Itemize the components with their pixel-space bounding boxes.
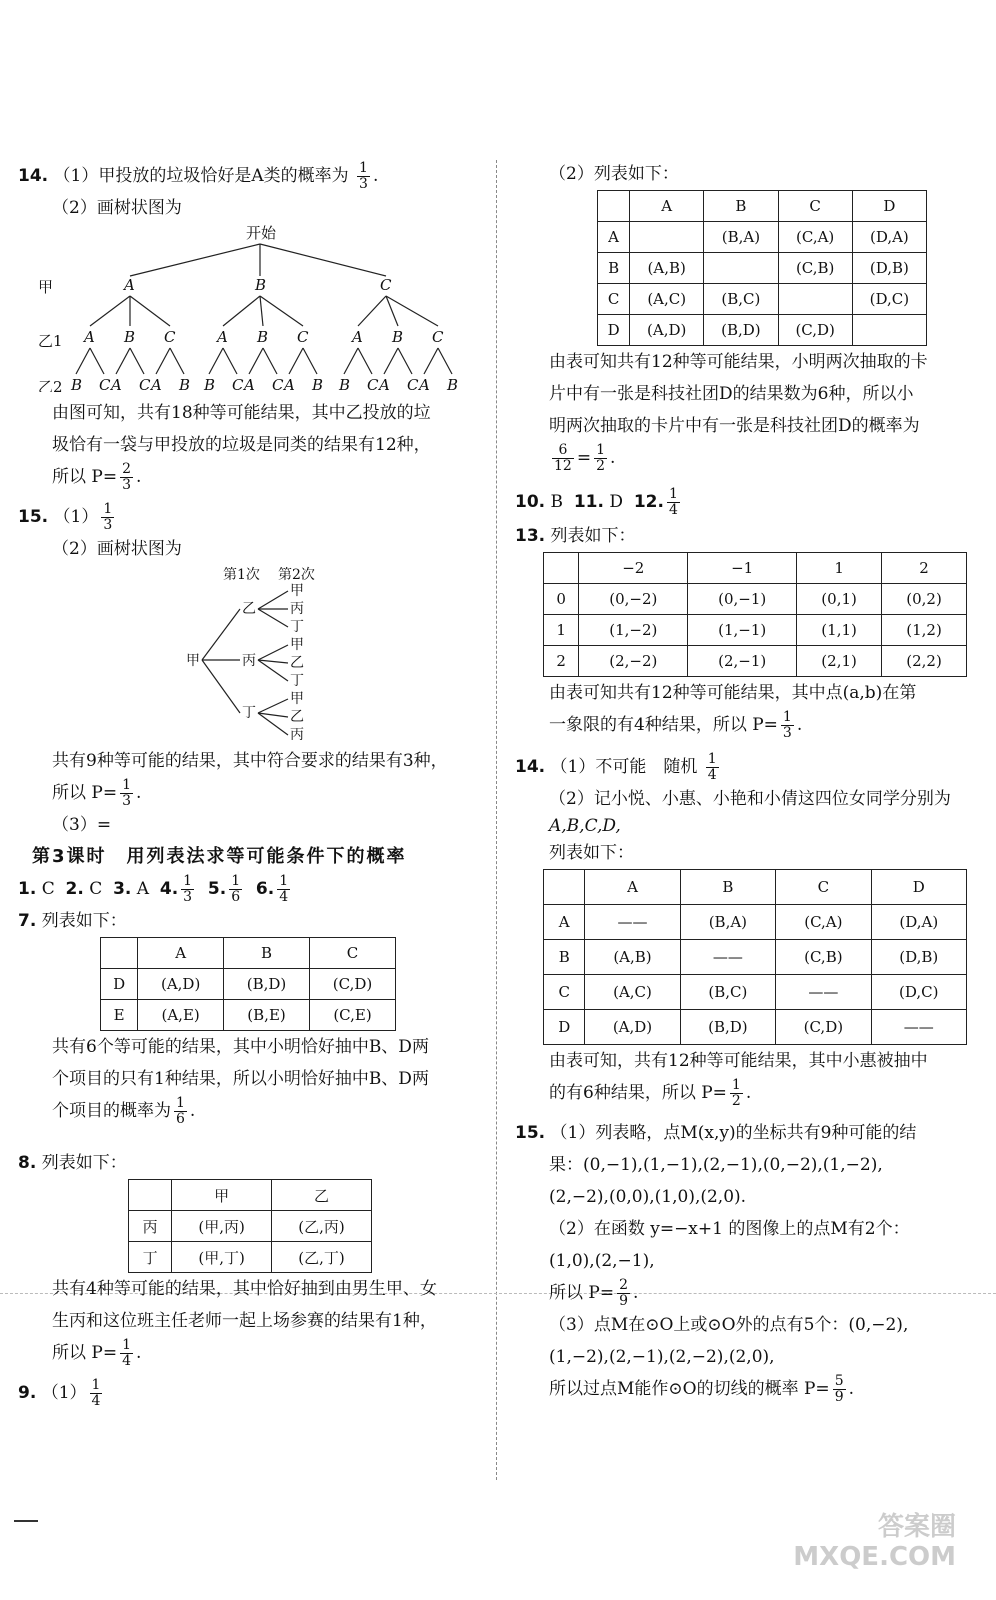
tree-leaf: 丙 — [290, 727, 304, 740]
q9-part2: （2）列表如下： — [549, 164, 679, 184]
tree-branch: 丙 — [242, 653, 256, 669]
fraction: $\frac{5}{9}$ — [834, 1373, 844, 1405]
tree-leaf: B — [312, 376, 324, 392]
q15-line5: (1,0),(2,−1), — [549, 1251, 655, 1271]
right-column — [515, 160, 985, 1405]
tree-header: 第2次 — [278, 567, 315, 583]
row-label: 甲 — [38, 278, 54, 296]
fraction: $\frac{1}{6}$ — [231, 873, 241, 905]
q14-conclusion-2-right: 的有6种结果，所以 P= $\frac{1}{2}$ . — [549, 1077, 752, 1109]
fraction: $\frac{1}{4}$ — [707, 751, 717, 783]
tree-node: B — [257, 328, 269, 346]
fraction: $\frac{1}{2}$ — [596, 442, 605, 474]
q7-conclusion-1: 共有6个等可能的结果，其中小明恰好抽中B、D两 — [52, 1037, 429, 1057]
fraction: $\frac{1}{6}$ — [176, 1095, 185, 1127]
q15-line6: 所以 P= $\frac{2}{9}$ . — [549, 1277, 639, 1309]
tree-leaf: C — [232, 376, 244, 392]
fraction: $\frac{1}{3}$ — [183, 873, 193, 905]
tree-leaf: C — [99, 376, 111, 392]
fraction: $\frac{1}{3}$ — [122, 777, 132, 809]
tree-leaf: A — [151, 376, 162, 392]
column-divider — [496, 160, 497, 1480]
tree-leaf: A — [379, 376, 390, 392]
q15-line7: （3）点M在⊙O上或⊙O外的点有5个：(0,−2), — [549, 1315, 909, 1335]
row-label: 乙2 — [38, 378, 63, 392]
tree-leaf: C — [272, 376, 284, 392]
tree-header: 第1次 — [223, 567, 260, 583]
row-label: 乙1 — [38, 332, 63, 350]
q8-conclusion-3: 所以 P= $\frac{1}{4}$ . — [52, 1337, 142, 1369]
tree-leaf: A — [244, 376, 255, 392]
q9-conclusion-2: 片中有一张是科技社团D的结果数为6种，所以小 — [549, 384, 914, 404]
q14-part1: 14. （1）甲投放的垃圾恰好是A类的概率为 $\frac{1}{3}$ . — [18, 160, 379, 192]
tree-node: A — [84, 328, 95, 346]
q14-table: A B C D A —— (B,A) (C,A) (D,A) B (A,B) —— (C,B) (D,B) C (A,C) (B,C) —— (D,C) D (A,D) (B,D) (C,D) —— — [543, 869, 967, 1045]
tree-node: B — [392, 328, 404, 346]
section-title: 第3课时 用列表法求等可能条件下的概率 — [32, 846, 407, 867]
tree-node: C — [164, 328, 176, 346]
fraction: $\frac{1}{2}$ — [731, 1077, 741, 1109]
fraction: $\frac{2}{9}$ — [619, 1277, 629, 1309]
q14-conclusion-2: 圾恰有一袋与甲投放的垃圾是同类的结果有12种， — [52, 435, 431, 455]
tree-diagram-15 — [18, 565, 480, 740]
footer-mark — [14, 1520, 38, 1522]
tree-leaf: 丁 — [290, 619, 304, 635]
tree-node: A — [352, 328, 363, 346]
fraction: $\frac{6}{12}$ — [554, 442, 572, 474]
q14-table-title: 列表如下： — [549, 843, 634, 863]
fraction: $\frac{1}{3}$ — [103, 501, 113, 533]
q9-table: A B C D A (B,A) (C,A) (D,A) B (A,B) (C,B) (D,B) C (A,C) (B,C) (D,C) D (A,D) (B,D) (C,D) — [597, 190, 927, 346]
q7-table: A B C D (A,D) (B,D) (C,D) E (A,E) (B,E) (C,E) — [100, 937, 396, 1031]
tree-leaf: B — [447, 376, 459, 392]
q15-line3: (2,−2),(0,0),(1,0),(2,0). — [549, 1187, 747, 1207]
q15-line9: 所以过点M能作⊙O的切线的概率 P= $\frac{5}{9}$ . — [549, 1373, 855, 1405]
tree-node: C — [432, 328, 444, 346]
tree-root: 开始 — [246, 224, 277, 242]
q14-conclusion-1: 由图可知，共有18种等可能结果，其中乙投放的垃 — [52, 403, 431, 423]
q8-conclusion-1: 共有4种等可能的结果，其中恰好抽到由男生甲、女 — [52, 1279, 437, 1299]
fraction: $\frac{1}{3}$ — [359, 160, 368, 192]
q9-conclusion-1: 由表可知共有12种等可能结果，小明两次抽取的卡 — [549, 352, 928, 372]
q15-line4: （2）在函数 y=−x+1 的图像上的点M有2个： — [549, 1219, 910, 1239]
q14-part2-b: A,B,C,D, — [549, 816, 621, 836]
q15-line2: 果：(0,−1),(1,−1),(2,−1),(0,−2),(1,−2), — [549, 1155, 883, 1175]
tree-leaf: A — [111, 376, 122, 392]
tree-leaf: C — [407, 376, 419, 392]
q9-conclusion-3: 明两次抽取的卡片中有一张是科技社团D的概率为 — [549, 416, 920, 436]
tree-leaf: C — [139, 376, 151, 392]
tree-leaf: 乙 — [290, 709, 304, 725]
tree-leaf: A — [284, 376, 295, 392]
q14-part2: （2）画树状图为 — [52, 198, 182, 218]
answers-1-6: 1. C 2. C 3. A 4. $\frac{1}{3}$ 5. $\frac{1}{6}$ 6. $\frac{1}{4}$ — [18, 873, 289, 905]
tree-branch: 丁 — [242, 705, 256, 721]
tree-node: B — [124, 328, 136, 346]
q9-part1: 9. （1） $\frac{1}{4}$ — [18, 1377, 101, 1409]
tree-leaf: A — [419, 376, 430, 392]
q15-conclusion-1: 共有9种等可能的结果，其中符合要求的结果有3种， — [52, 751, 448, 771]
q14-part1-right: 14. （1）不可能 随机 $\frac{1}{4}$ — [515, 751, 717, 783]
tree-leaf: 乙 — [290, 655, 304, 671]
tree-leaf: B — [179, 376, 191, 392]
left-column — [18, 160, 480, 1409]
tree-leaf: 甲 — [290, 691, 304, 707]
q8-conclusion-2: 生丙和这位班主任老师一起上场参赛的结果有1种， — [52, 1311, 437, 1331]
tree-leaf: 甲 — [290, 637, 304, 653]
fraction: $\frac{2}{3}$ — [122, 461, 132, 493]
q9-conclusion-4: $\frac{6}{12}$ = $\frac{1}{2}$ . — [554, 442, 616, 474]
tree-node: A — [124, 276, 135, 294]
tree-leaf: 丁 — [290, 673, 304, 689]
q8-table: 甲 乙 丙 (甲,丙) (乙,丙) 丁 (甲,丁) (乙,丁) — [128, 1179, 372, 1273]
q7-title: 7. 列表如下： — [18, 911, 127, 931]
q13-title: 13. 列表如下： — [515, 526, 636, 546]
q8-title: 8. 列表如下： — [18, 1153, 127, 1173]
watermark: 答案圈 MXQE.COM — [793, 1512, 956, 1572]
q7-conclusion-3: 个项目的概率为 $\frac{1}{6}$ . — [52, 1095, 196, 1127]
q15-line8: (1,−2),(2,−1),(2,−2),(2,0), — [549, 1347, 775, 1367]
fraction: $\frac{1}{4}$ — [91, 1377, 101, 1409]
tree-node: C — [380, 276, 392, 294]
q14-part2-a: （2）记小悦、小惠、小艳和小倩这四位女同学分别为 — [549, 789, 951, 809]
tree-branch: 乙 — [242, 601, 256, 617]
tree-leaf: 甲 — [290, 583, 304, 599]
q15-part1: 15. （1） $\frac{1}{3}$ — [18, 501, 113, 533]
tree-node: B — [255, 276, 267, 294]
fraction: $\frac{1}{4}$ — [279, 873, 289, 905]
q14-conclusion-3: 所以 P= $\frac{2}{3}$ . — [52, 461, 142, 493]
tree-leaf: B — [339, 376, 351, 392]
tree-leaf: 丙 — [290, 601, 304, 617]
q15-part2: （2）画树状图为 — [52, 539, 182, 559]
fraction: $\frac{1}{4}$ — [122, 1337, 132, 1369]
q13-conclusion-2: 一象限的有4种结果，所以 P= $\frac{1}{3}$ . — [549, 709, 803, 741]
q15-part3: （3）= — [52, 815, 112, 835]
q7-conclusion-2: 个项目的只有1种结果，所以小明恰好抽中B、D两 — [52, 1069, 429, 1089]
tree-node: A — [217, 328, 228, 346]
tree-leaf: B — [71, 376, 83, 392]
q14-conclusion-1-right: 由表可知，共有12种等可能结果，其中小惠被抽中 — [549, 1051, 928, 1071]
answers-10-12: 10. B 11. D 12. $\frac{1}{4}$ — [515, 486, 678, 518]
fraction: $\frac{1}{4}$ — [668, 486, 678, 518]
tree-root: 甲 — [186, 653, 200, 669]
tree-node: C — [297, 328, 309, 346]
q15-line1: 15. （1）列表略，点M(x,y)的坐标共有9种可能的结 — [515, 1123, 917, 1143]
tree-leaf: B — [204, 376, 216, 392]
q15-conclusion-2: 所以 P= $\frac{1}{3}$ . — [52, 777, 142, 809]
tree-diagram-14 — [18, 224, 480, 392]
fraction: $\frac{1}{3}$ — [782, 709, 792, 741]
tree-leaf: C — [367, 376, 379, 392]
q13-table: −2 −1 1 2 0 (0,−2) (0,−1) (0,1) (0,2) 1 (1,−2) (1,−1) (1,1) (1,2) 2 (2,−2) (2,−1) (2,1) (2,2) — [543, 552, 967, 677]
q13-conclusion-1: 由表可知共有12种等可能结果，其中点(a,b)在第 — [549, 683, 917, 703]
